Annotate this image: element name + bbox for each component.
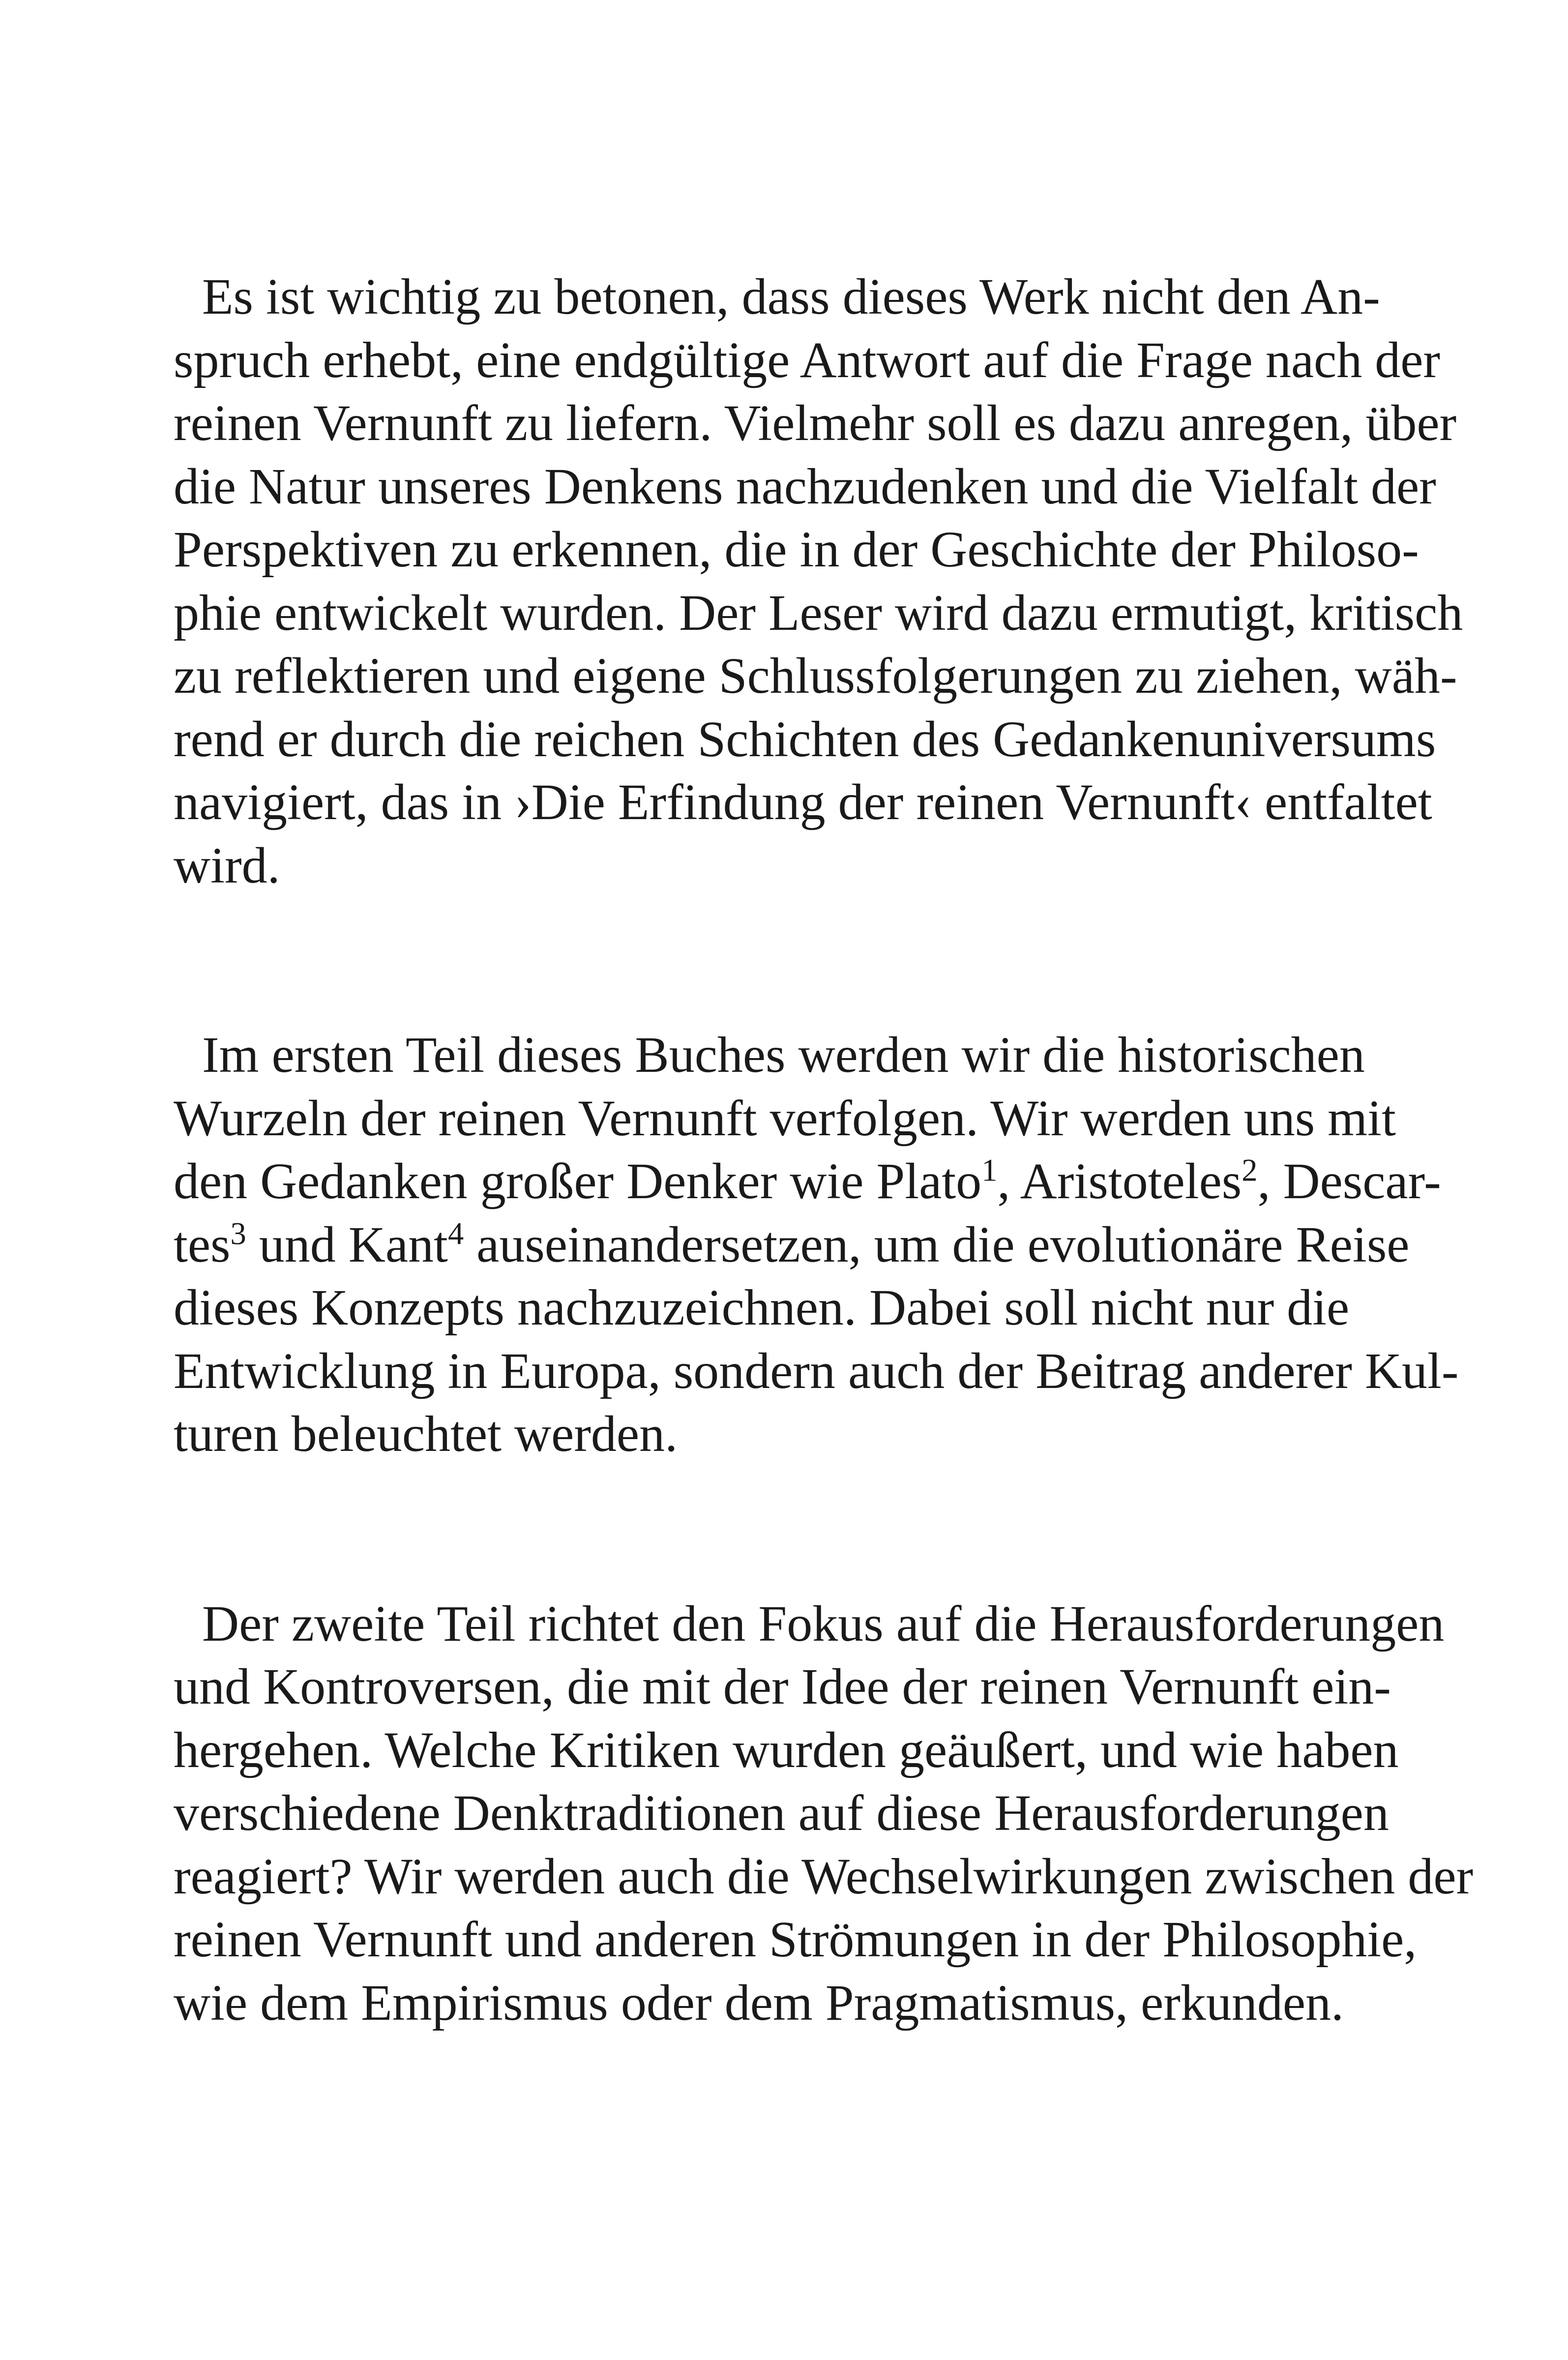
line-text: , Descar-: [1257, 1153, 1441, 1210]
line-text: den Gedanken großer Denker wie Plato: [174, 1153, 982, 1210]
text-line: hergehen. Welche Kritiken wurden geäußert, und wie haben: [174, 1721, 1399, 1778]
footnote-ref-4[interactable]: 4: [447, 1216, 464, 1251]
text-line: rend er durch die reichen Schichten des Gedankenuniversums: [174, 710, 1436, 767]
line-text: und Kant: [246, 1216, 448, 1273]
text-line: Entwicklung in Europa, sondern auch der Beitrag anderer Kul-: [174, 1342, 1459, 1399]
body-text: [174, 266, 1474, 2035]
text-line: verschiedene Denktraditionen auf diese Herausforderungen: [174, 1785, 1389, 1841]
line-text: , Aristoteles: [997, 1153, 1242, 1210]
text-line: Der zweite Teil richtet den Fokus auf die Herausforderungen: [202, 1595, 1445, 1652]
paragraph-gap: [174, 1466, 1332, 1593]
text-line: die Natur unseres Denkens nachzudenken und die Vielfalt der: [174, 458, 1436, 515]
text-line: wie dem Empirismus oder dem Pragmatismus, erkunden.: [174, 1974, 1344, 2031]
text-line: spruch erhebt, eine endgültige Antwort auf die Frage nach der: [174, 331, 1440, 388]
text-line: navigiert, das in ›Die Erfindung der reinen Vernunft‹ entfaltet: [174, 774, 1432, 830]
text-line: reagiert? Wir werden auch die Wechselwirkungen zwischen der: [174, 1848, 1474, 1905]
text-line: [174, 1150, 1441, 1213]
text-line: phie entwickelt wurden. Der Leser wird dazu ermutigt, kritisch: [174, 584, 1463, 641]
line-text: auseinandersetzen, um die evolutionäre Reise: [464, 1216, 1410, 1273]
footnote-ref-2[interactable]: 2: [1242, 1152, 1258, 1188]
text-line: Perspektiven zu erkennen, die in der Geschichte der Philoso-: [174, 521, 1419, 578]
footnote-ref-3[interactable]: 3: [230, 1216, 246, 1251]
text-line: Im ersten Teil dieses Buches werden wir die historischen: [202, 1027, 1365, 1083]
text-line: und Kontroversen, die mit der Idee der reinen Vernunft ein-: [174, 1658, 1391, 1715]
text-line: zu reflektieren und eigene Schlussfolgerungen zu ziehen, wäh-: [174, 648, 1457, 704]
text-line: Es ist wichtig zu betonen, dass dieses Werk nicht den An-: [202, 268, 1380, 325]
text-line: turen beleuchtet werden.: [174, 1406, 678, 1462]
paragraph-1: [174, 266, 1463, 897]
text-line: [174, 1213, 1410, 1277]
text-line: Wurzeln der reinen Vernunft verfolgen. Wir werden uns mit: [174, 1090, 1396, 1147]
paragraph-gap: [174, 897, 1332, 1024]
paragraph-2: [174, 1024, 1459, 1466]
text-line: reinen Vernunft und anderen Strömungen in der Philosophie,: [174, 1911, 1417, 1968]
text-line: reinen Vernunft zu liefern. Vielmehr soll es dazu anregen, über: [174, 395, 1457, 451]
text-line: wird.: [174, 837, 280, 894]
line-text: tes: [174, 1216, 231, 1273]
paragraph-3: [174, 1593, 1474, 2035]
footnote-ref-1[interactable]: 1: [981, 1152, 998, 1188]
text-line: dieses Konzepts nachzuzeichnen. Dabei soll nicht nur die: [174, 1279, 1350, 1336]
